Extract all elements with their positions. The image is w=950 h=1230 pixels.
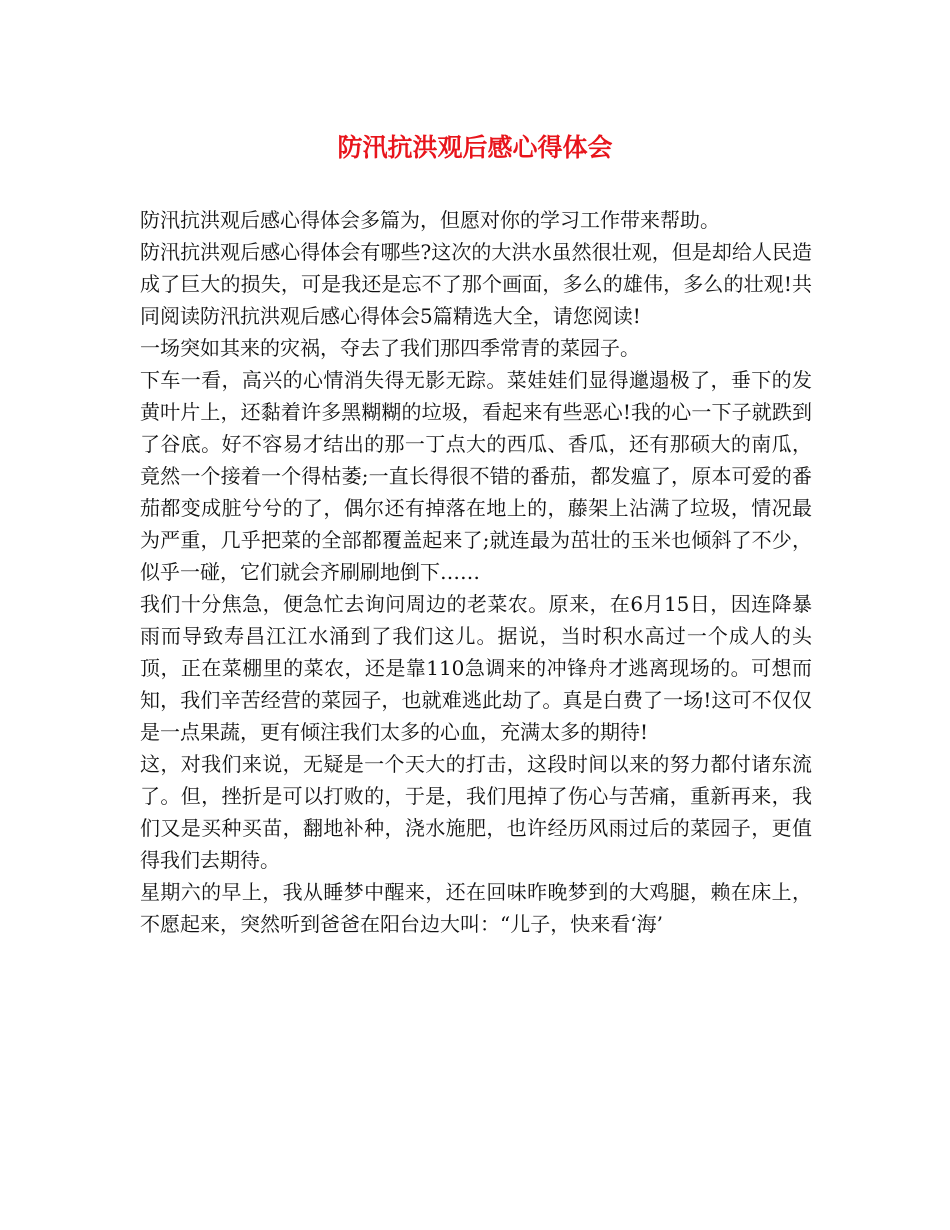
paragraph-intro: 防汛抗洪观后感心得体会多篇为，但愿对你的学习工作带来帮助。 <box>140 208 720 232</box>
paragraph-disaster: 一场突如其来的灾祸，夺去了我们那四季常青的菜园子。 <box>140 336 640 360</box>
paragraph-recovery: 这，对我们来说，无疑是一个天大的打击，这段时间以来的努力都付诸东流了。但，挫折是可以打败的，于是，我们甩掉了伤心与苦痛，重新再来，我们又是买种买苗，翻地补种，浇水施肥，也许经历风雨过后的菜园子，更值得我们去期待。 <box>140 752 812 872</box>
paragraph-flood-cause: 我们十分焦急，便急忙去询问周边的老菜农。原来，在6月15日，因连降暴雨而导致寿昌江江水涌到了我们这儿。据说，当时积水高过一个成人的头顶，正在菜棚里的菜农，还是靠110急调来的冲锋舟才逃离现场的。可想而知，我们辛苦经营的菜园子，也就难逃此劫了。真是白费了一场!这可不仅仅是一点果蔬，更有倾注我们太多的心血，充满太多的期待! <box>140 592 812 744</box>
document-body <box>140 204 812 940</box>
paragraph-saturday: 星期六的早上，我从睡梦中醒来，还在回味昨晚梦到的大鸡腿，赖在床上，不愿起来，突然听到爸爸在阳台边大叫：“儿子，快来看‘海’ <box>140 880 812 936</box>
paragraph-summary: 防汛抗洪观后感心得体会有哪些?这次的大洪水虽然很壮观，但是却给人民造成了巨大的损失，可是我还是忘不了那个画面，多么的雄伟，多么的壮观!共同阅读防汛抗洪观后感心得体会5篇精选大全，请您阅读! <box>140 240 812 328</box>
document-title: 防汛抗洪观后感心得体会 <box>337 133 613 162</box>
paragraph-garden-damage: 下车一看，高兴的心情消失得无影无踪。菜娃娃们显得邋遢极了，垂下的发黄叶片上，还黏着许多黑糊糊的垃圾，看起来有些恶心!我的心一下子就跌到了谷底。好不容易才结出的那一丁点大的西瓜、香瓜，还有那硕大的南瓜，竟然一个接着一个得枯萎;一直长得很不错的番茄，都发瘟了，原本可爱的番茄都变成脏兮兮的了，偶尔还有掉落在地上的，藤架上沾满了垃圾，情况最为严重，几乎把菜的全部都覆盖起来了;就连最为茁壮的玉米也倾斜了不少，似乎一碰，它们就会齐刷刷地倒下…… <box>140 368 812 584</box>
